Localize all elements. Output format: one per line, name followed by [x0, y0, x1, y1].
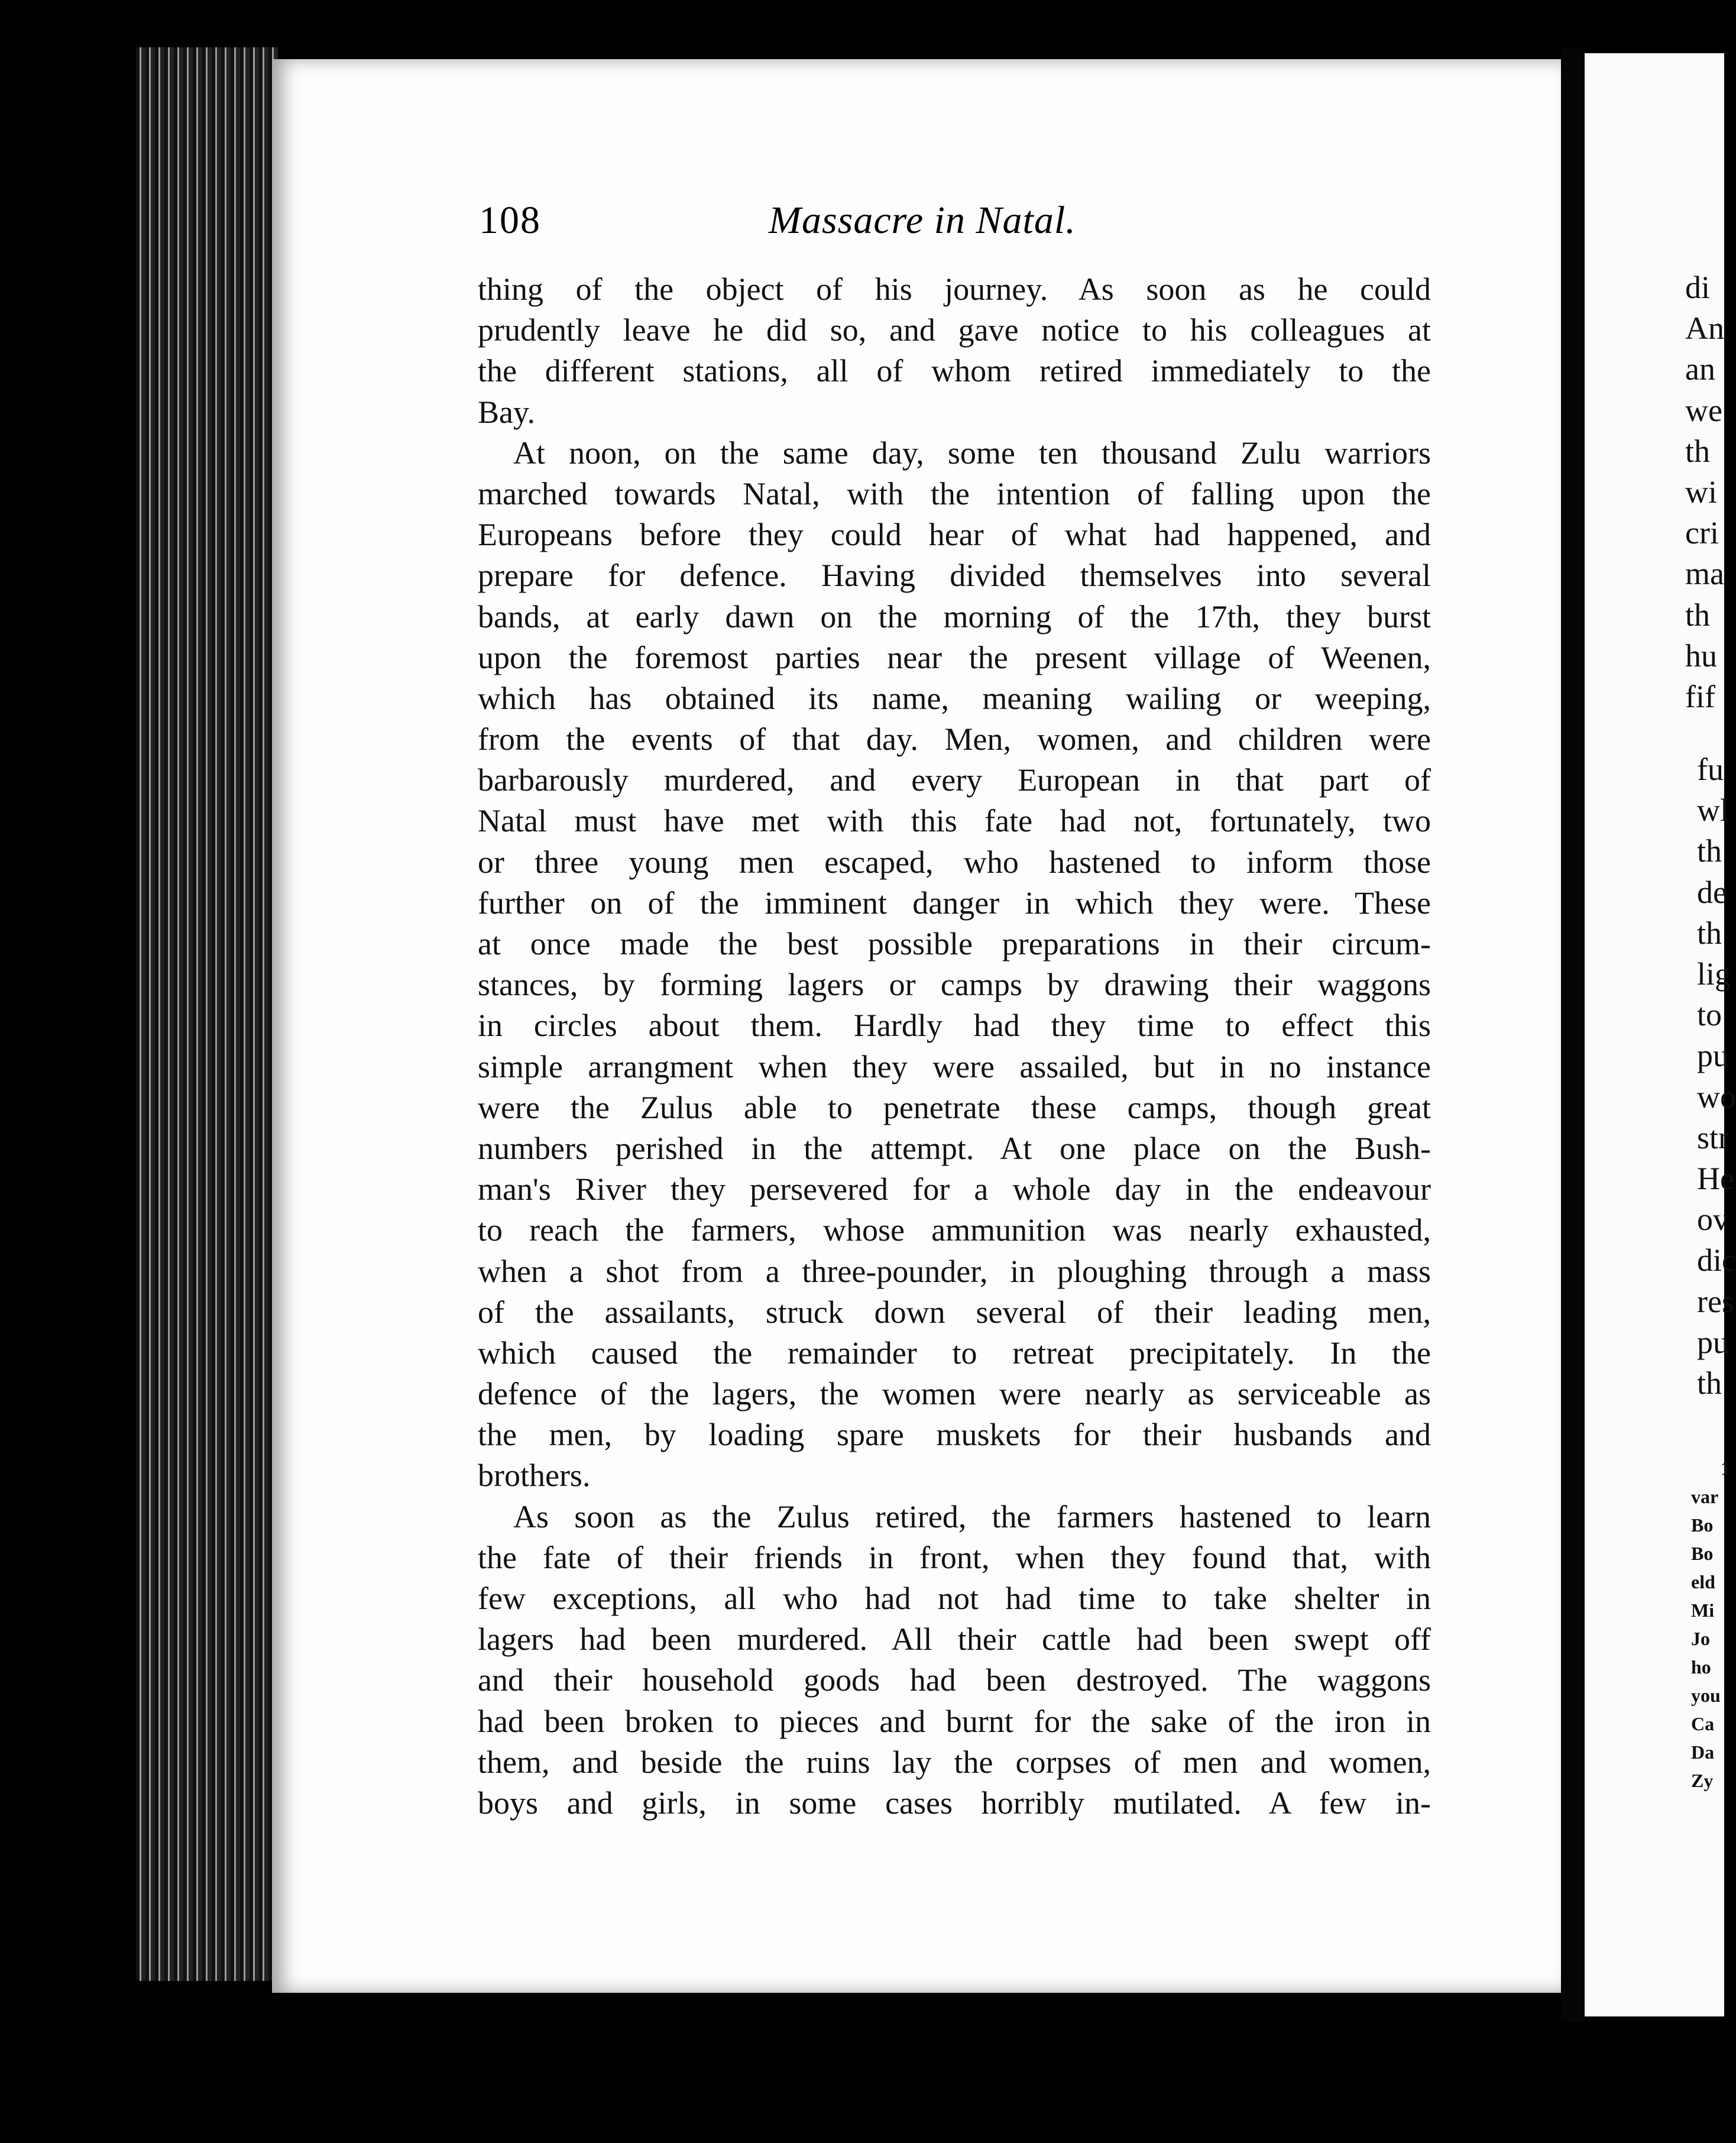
facing-page-footnote-fragment: Da [1691, 1741, 1715, 1763]
facing-page-fragment: cri [1685, 515, 1719, 551]
text-line: stances, by forming lagers or camps by drawing their waggons [478, 967, 1431, 1003]
page-number: 108 [479, 199, 541, 242]
text-line: the fate of their friends in front, when they found that, with [478, 1539, 1431, 1575]
facing-page-fragment: di [1685, 270, 1711, 305]
facing-page-fragment: pu [1697, 1324, 1729, 1360]
facing-page-footnote-fragment: Bo [1691, 1514, 1714, 1536]
facing-page-footnote-fragment: you [1691, 1685, 1721, 1706]
text-line: prepare for defence. Having divided themselves into several [478, 558, 1431, 594]
facing-page-footnote-fragment: 1 [1721, 1458, 1730, 1479]
text-line: numbers perished in the attempt. At one place on the Bush- [478, 1130, 1431, 1166]
facing-page-fragment: de [1697, 874, 1727, 910]
text-line: of the assailants, struck down several of their leading men, [478, 1294, 1431, 1330]
text-line: Natal must have met with this fate had not, fortunately, two [478, 803, 1431, 839]
text-line: prudently leave he did so, and gave notice to his colleagues at [478, 312, 1431, 348]
facing-page-fragment: pu [1697, 1038, 1729, 1074]
facing-page-fragment: ov [1697, 1202, 1729, 1238]
facing-page-footnote-fragment: eld [1691, 1571, 1715, 1592]
facing-page-footnote-fragment: Mi [1691, 1600, 1715, 1621]
text-line: brothers. [478, 1458, 591, 1494]
text-line: at once made the best possible preparations in their circum- [478, 926, 1431, 962]
facing-page-fragment: to [1697, 997, 1722, 1033]
text-line: thing of the object of his journey. As soon as he could [478, 271, 1431, 307]
facing-page-footnote-fragment: Jo [1691, 1628, 1710, 1649]
text-line: which has obtained its name, meaning wailing or weeping, [478, 680, 1431, 716]
text-line: marched towards Natal, with the intention of falling upon the [478, 475, 1431, 512]
text-line: bands, at early dawn on the morning of the 17th, they burst [478, 598, 1431, 635]
text-line: were the Zulus able to penetrate these camps, though great [478, 1089, 1431, 1125]
text-line: which caused the remainder to retreat precipitately. In the [478, 1335, 1431, 1371]
text-line: barbarously murdered, and every European in that part of [478, 762, 1431, 798]
facing-page-fragment: we [1685, 392, 1722, 428]
facing-page-footnote-fragment: ho [1691, 1656, 1711, 1678]
facing-page-fragment: th [1685, 597, 1711, 633]
book-page-edges [136, 47, 278, 1981]
text-line: Europeans before they could hear of what had happened, and [478, 517, 1431, 553]
facing-page-fragment: lig [1697, 956, 1731, 992]
facing-page [1585, 53, 1736, 2016]
text-line: upon the foremost parties near the present village of Weenen, [478, 639, 1431, 675]
facing-page-fragment: res [1697, 1283, 1734, 1319]
facing-page-fragment: str [1697, 1119, 1729, 1155]
text-line: when a shot from a three-pounder, in ploughing through a mass [478, 1253, 1431, 1289]
facing-page-fragment: wl [1697, 792, 1729, 828]
facing-page-footnote-fragment: Zy [1691, 1770, 1714, 1791]
facing-page-fragment: fu [1697, 752, 1724, 787]
text-line: simple arrangment when they were assailed, but in no instance [478, 1048, 1431, 1085]
facing-page-footnote-fragment: Bo [1691, 1543, 1714, 1564]
facing-page-footnote-fragment: var [1691, 1486, 1719, 1507]
text-line: to reach the farmers, whose ammunition was nearly exhausted, [478, 1212, 1431, 1248]
book-gutter [1561, 47, 1585, 2022]
text-line: further on of the imminent danger in which they were. These [478, 885, 1431, 921]
facing-page-fragment: an [1685, 351, 1715, 387]
text-line: boys and girls, in some cases horribly mutilated. A few in- [478, 1785, 1431, 1821]
text-line: At noon, on the same day, some ten thousand Zulu warriors [513, 435, 1431, 471]
facing-page-fragment: hu [1685, 637, 1717, 674]
text-line: in circles about them. Hardly had they time to effect this [478, 1008, 1431, 1044]
facing-page-fragment: wo [1697, 1079, 1736, 1115]
running-title: Massacre in Natal. [769, 199, 1076, 242]
text-line: or three young men escaped, who hastened to inform those [478, 844, 1431, 880]
text-line: As soon as the Zulus retired, the farmers hastened to learn [513, 1498, 1431, 1535]
text-line: and their household goods had been destroyed. The waggons [478, 1662, 1431, 1698]
text-line: man's River they persevered for a whole day in the endeavour [478, 1171, 1431, 1208]
text-line: defence of the lagers, the women were nearly as serviceable as [478, 1376, 1431, 1412]
facing-page-fragment: th [1697, 1365, 1722, 1401]
facing-page-fragment: dic [1697, 1242, 1736, 1278]
text-line: few exceptions, all who had not had time to take shelter in [478, 1581, 1431, 1616]
facing-page-fragment: He [1697, 1161, 1734, 1196]
text-line: them, and beside the ruins lay the corpses of men and women, [478, 1744, 1431, 1780]
facing-page-fragment: th [1697, 833, 1722, 869]
facing-page-fragment: ma [1685, 556, 1724, 592]
facing-page-fragment: wi [1685, 474, 1717, 510]
text-line: had been broken to pieces and burnt for the sake of the iron in [478, 1703, 1431, 1739]
text-line: the men, by loading spare muskets for their husbands and [478, 1417, 1431, 1453]
facing-page-fragment: fif [1685, 679, 1715, 714]
text-line: lagers had been murdered. All their cattle had been swept off [478, 1621, 1431, 1658]
facing-page-fragment: th [1685, 433, 1711, 469]
facing-page-footnote-fragment: Ca [1691, 1713, 1715, 1734]
text-line: the different stations, all of whom retired immediately to the [478, 353, 1431, 389]
text-line: from the events of that day. Men, women, and children were [478, 721, 1431, 758]
facing-page-fragment: An [1685, 310, 1724, 347]
body-text [478, 269, 1431, 1824]
facing-page-fragment: th [1697, 915, 1722, 951]
text-line: Bay. [478, 394, 535, 430]
page-header [479, 198, 1431, 257]
